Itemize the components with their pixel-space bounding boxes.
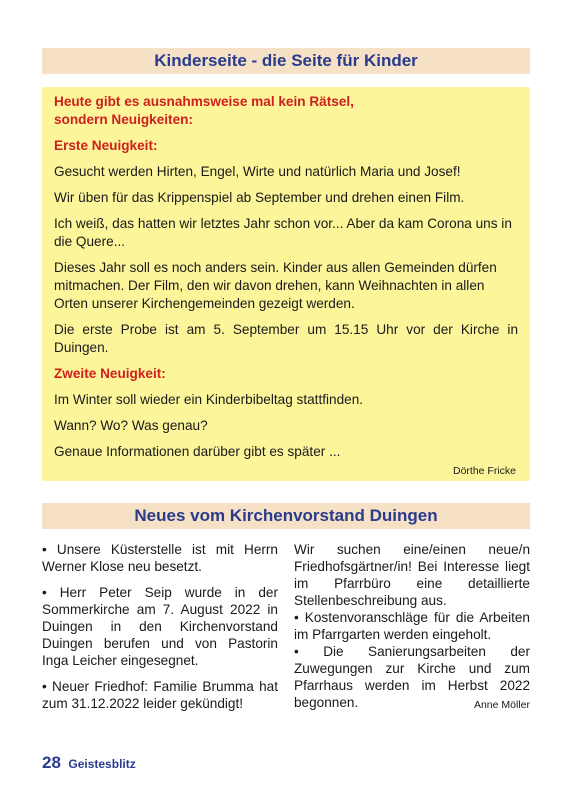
kinderseite-banner (42, 48, 530, 74)
page-number: 28 (42, 753, 61, 772)
heading-zweite-neuigkeit: Zweite Neuigkeit: (54, 366, 166, 381)
paragraph: Die erste Probe ist am 5. September um 15.15 Uhr vor der Kirche in Duingen. (54, 322, 518, 355)
bullet-item: • Herr Peter Seip wurde in der Sommerkirche am 7. August 2022 in Duingen in den Kirchenvorstand Duingen berufen und von Pastorin Inga Leicher eingesegnet. (42, 585, 278, 668)
signature: Dörthe Fricke (452, 465, 516, 477)
kinderseite-box (42, 87, 530, 481)
page-footer (42, 753, 136, 773)
paragraph: Im Winter soll wieder ein Kinderbibeltag stattfinden. (54, 392, 364, 407)
intro-text: Heute gibt es ausnahmsweise mal kein Rätsel, sondern Neuigkeiten: (54, 94, 354, 127)
bullet-item: • Neuer Friedhof: Familie Brumma hat zum 31.12.2022 leider gekündigt! (42, 679, 278, 711)
bullet-item: • Unsere Küsterstelle ist mit Herrn Werner Klose neu besetzt. (42, 542, 278, 574)
right-column (294, 541, 530, 714)
paragraph: Ich weiß, das hatten wir letztes Jahr schon vor... Aber da kam Corona uns in die Quere... (54, 216, 512, 249)
kinderseite-title: Kinderseite - die Seite für Kinder (154, 51, 418, 70)
signature: Anne Möller (473, 699, 530, 711)
heading-erste-neuigkeit: Erste Neuigkeit: (54, 138, 158, 153)
paragraph: Gesucht werden Hirten, Engel, Wirte und natürlich Maria und Josef! (54, 164, 461, 179)
kirchenvorstand-title: Neues vom Kirchenvorstand Duingen (134, 506, 438, 525)
bullet-item: • Kostenvoranschläge für die Arbeiten im Pfarrgarten werden eingeholt. (294, 610, 530, 642)
paragraph: Wir üben für das Krippenspiel ab September und drehen einen Film. (54, 190, 465, 205)
left-column (42, 541, 278, 721)
publication-name: Geistesblitz (68, 757, 136, 771)
kirchenvorstand-banner (42, 503, 530, 529)
paragraph: Dieses Jahr soll es noch anders sein. Kinder aus allen Gemeinden dürfen mitmachen. Der Film, den wir davon drehen, kann Weihnachten in allen Orten unserer Kirchengemeinden gezeigt werden. (54, 260, 497, 311)
paragraph: Wir suchen eine/einen neue/n Friedhofsgärtner/in! Bei Interesse liegt im Pfarrbüro eine detaillierte Stellenbeschreibung aus. (294, 542, 530, 608)
paragraph: Genaue Informationen darüber gibt es später ... (54, 444, 341, 459)
paragraph: Wann? Wo? Was genau? (54, 418, 208, 433)
bullet-item: • Die Sanierungsarbeiten der Zuwegungen zur Kirche und zum Pfarrhaus werden im Herbst 2022 begonnen. Anne Möller (294, 643, 530, 711)
